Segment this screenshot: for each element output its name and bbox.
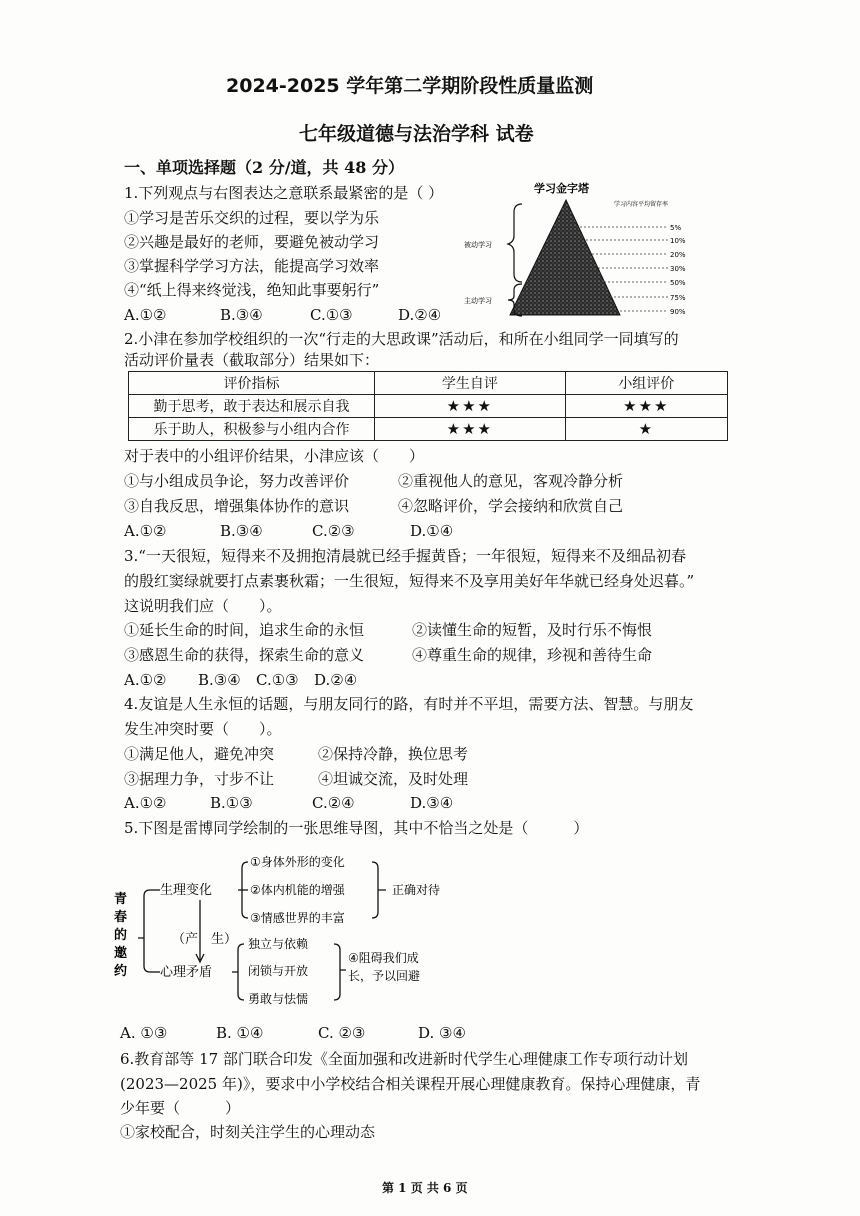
q3-option-b: B.③④ (198, 671, 241, 689)
q1-option-d: D.②④ (398, 306, 442, 324)
q4-item-4: ④坦诚交流，及时处理 (318, 770, 469, 788)
section-heading: 一、单项选择题（2 分/道，共 48 分） (124, 158, 404, 177)
q5-option-c: C. ②③ (318, 1024, 366, 1042)
table-cell-self-rating: ★★★ (375, 395, 566, 418)
level-label-3: 20% (670, 251, 686, 259)
exam-title: 2024-2025 学年第二学期阶段性质量监测 (226, 75, 594, 97)
q5-option-b: B. ①④ (216, 1024, 264, 1042)
mindmap-phys-result: 正确对待 (392, 883, 441, 897)
q1-item-3: ③掌握科学学习方法，能提高学习效率 (124, 257, 380, 275)
q1-item-2: ②兴趣是最好的老师，要避免被动学习 (124, 233, 380, 251)
mindmap-phys-node: 生理变化 (160, 883, 213, 898)
passive-label: 被动学习 (464, 241, 492, 249)
q4-option-a: A.①② (124, 794, 167, 812)
q3-option-d: D.②④ (314, 671, 358, 689)
q1-item-4: ④“纸上得来终觉浅，绝知此事要躬行” (124, 281, 380, 299)
learning-pyramid-figure (462, 180, 712, 320)
q2-item-2: ②重视他人的意见，客观冷静分析 (398, 472, 624, 490)
table-header-cell: 小组评价 (565, 372, 727, 395)
table-cell-group-rating: ★ (565, 418, 727, 441)
q6-item-1: ①家校配合，时刻关注学生的心理动态 (120, 1123, 376, 1141)
table-header-cell: 评价指标 (129, 372, 375, 395)
q2-question: 对于表中的小组评价结果，小津应该（ ） (124, 447, 425, 465)
page-number: 第 1 页 共 6 页 (382, 1181, 468, 1195)
table-header-row (129, 372, 728, 395)
q1-item-1: ①学习是苦乐交织的过程，要以学为乐 (124, 209, 380, 227)
q6-stem-line-3: 少年要（ ） (120, 1099, 241, 1117)
q3-item-1: ①延长生命的时间，追求生命的永恒 (124, 621, 365, 639)
q6-stem-line-1: 6.教育部等 17 部门联合印发《全面加强和改进新时代学生心理健康工作专项行动计划 (120, 1050, 688, 1068)
mindmap-psych-result-line-2: 长，予以回避 (348, 969, 421, 983)
q1-option-b: B.③④ (220, 306, 263, 324)
table-row (129, 395, 728, 418)
q4-item-2: ②保持冷静，换位思考 (318, 745, 469, 763)
pyramid-shape (510, 200, 620, 315)
q5-stem: 5.下图是雷博同学绘制的一张思维导图，其中不恰当之处是（ ） (124, 819, 589, 837)
q2-option-b: B.③④ (220, 522, 263, 540)
level-label-2: 10% (670, 237, 686, 245)
exam-subtitle: 七年级道德与法治学科 试卷 (299, 123, 534, 145)
q4-item-1: ①满足他人，避免冲突 (124, 745, 275, 763)
q2-stem-line-1: 2.小津在参加学校组织的一次“行走的大思政课”活动后，和所在小组同学一同填写的 (124, 330, 679, 348)
level-label-6: 75% (670, 294, 686, 302)
evaluation-table (128, 371, 728, 441)
q3-option-c: C.①③ (256, 671, 299, 689)
q2-item-1: ①与小组成员争论，努力改善评价 (124, 472, 350, 490)
q4-stem-line-1: 4.友谊是人生永恒的话题，与朋友同行的路，有时并不平坦，需要方法、智慧。与朋友 (124, 695, 694, 713)
level-label-7: 90% (670, 308, 686, 316)
q6-stem-line-2: (2023—2025 年)》，要求中小学校结合相关课程开展心理健康教育。保持心理健康，青 (120, 1075, 701, 1093)
active-label: 主动学习 (464, 297, 492, 305)
table-row (129, 418, 728, 441)
level-label-5: 50% (670, 279, 686, 287)
table-cell-self-rating: ★★★ (375, 418, 566, 441)
q1-option-a: A.①② (124, 306, 167, 324)
mindmap-root-char: 春 (114, 910, 128, 925)
mindmap-psych-node: 心理矛盾 (160, 965, 213, 980)
mindmap-root-char: 青 (114, 892, 128, 907)
q2-item-4: ④忽略评价，学会接纳和欣赏自己 (398, 497, 624, 515)
q2-option-a: A.①② (124, 522, 167, 540)
level-label-4: 30% (670, 265, 686, 273)
q3-item-3: ③感恩生命的获得，探索生命的意义 (124, 646, 365, 664)
pyramid-title: 学习金字塔 (534, 182, 589, 195)
q5-option-d: D. ③④ (418, 1024, 466, 1042)
level-label-1: 5% (670, 224, 682, 232)
q3-item-4: ④尊重生命的规律，珍视和善待生命 (412, 646, 653, 664)
passive-bracket (508, 204, 522, 282)
q1-option-c: C.①③ (310, 306, 353, 324)
mindmap-psych-item: 勇敢与怯懦 (248, 992, 309, 1006)
mindmap-phys-item: ③情感世界的丰富 (250, 911, 345, 925)
table-cell-criterion: 勤于思考，敢于表达和展示自我 (129, 395, 375, 418)
q5-option-a: A. ①③ (120, 1024, 168, 1042)
mindmap-produce-label: （产 生） (172, 932, 238, 947)
mind-map-figure (110, 848, 470, 1013)
q2-item-3: ③自我反思，增强集体协作的意识 (124, 497, 350, 515)
mindmap-root-char: 约 (114, 964, 128, 979)
q4-option-d: D.③④ (410, 794, 454, 812)
q1-stem: 1.下列观点与右图表达之意联系最紧密的是（ ） (124, 184, 444, 202)
q3-stem-line-3: 这说明我们应（ ）。 (124, 597, 282, 615)
mindmap-phys-item: ②体内机能的增强 (250, 883, 345, 897)
mindmap-psych-item: 闭锁与开放 (248, 964, 309, 978)
table-header-cell: 学生自评 (375, 372, 566, 395)
pyramid-header: 学习内容平均留存率 (614, 201, 669, 208)
q3-stem-line-1: 3.“一天很短，短得来不及拥抱清晨就已经手握黄昏；一年很短，短得来不及细品初春 (124, 547, 686, 565)
q4-item-3: ③据理力争，寸步不让 (124, 770, 275, 788)
q4-option-c: C.②④ (312, 794, 355, 812)
q3-stem-line-2: 的殷红窦绿就要打点素裹秋霜；一生很短，短得来不及享用美好年华就已经身处迟暮。” (124, 572, 695, 590)
q2-option-c: C.②③ (312, 522, 355, 540)
mindmap-psych-result-line-1: ④阻碍我们成 (348, 951, 419, 965)
q4-stem-line-2: 发生冲突时要（ ）。 (124, 720, 282, 738)
mindmap-root-char: 的 (114, 928, 128, 943)
mindmap-root-char: 邀 (114, 946, 128, 961)
table-cell-group-rating: ★★★ (565, 395, 727, 418)
mindmap-phys-item: ①身体外形的变化 (250, 855, 345, 869)
q2-stem-line-2: 活动评价量表（截取部分）结果如下： (124, 351, 380, 369)
q3-item-2: ②读懂生命的短暂，及时行乐不悔恨 (412, 621, 653, 639)
q3-option-a: A.①② (124, 671, 167, 689)
q4-option-b: B.①③ (210, 794, 253, 812)
mindmap-psych-item: 独立与依赖 (248, 937, 309, 951)
q2-option-d: D.①④ (410, 522, 454, 540)
table-cell-criterion: 乐于助人，积极参与小组内合作 (129, 418, 375, 441)
